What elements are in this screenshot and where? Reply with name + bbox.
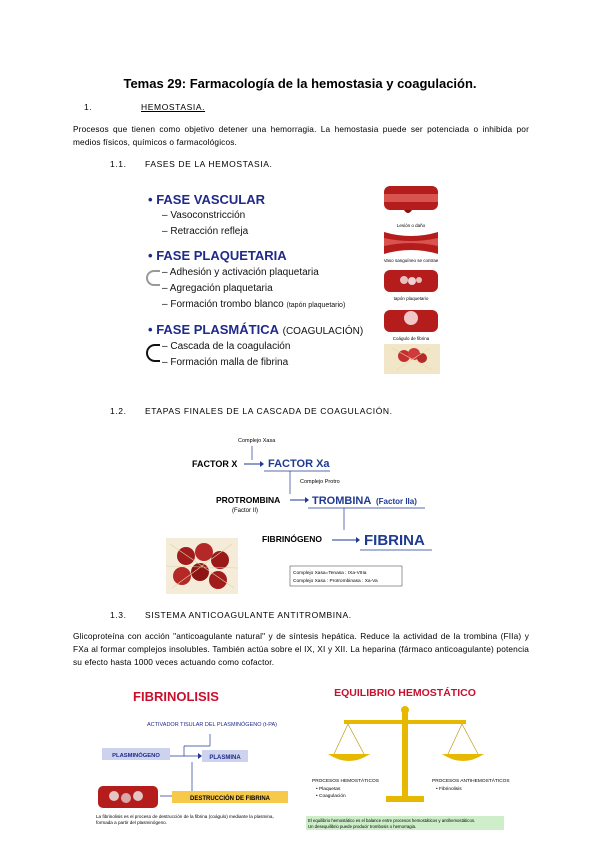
fibrinolysis-figure bbox=[92, 684, 292, 844]
vessel-illustrations bbox=[382, 186, 442, 376]
phase-plasmatica-item: – Formación malla de fibrina bbox=[162, 357, 289, 368]
section-1-2-heading bbox=[110, 406, 393, 416]
phases-list bbox=[142, 190, 382, 370]
complejo-xasa-label: Complejo Xasa bbox=[238, 438, 276, 444]
caption-lesion: Lesión o daño bbox=[396, 223, 426, 228]
clot-image bbox=[166, 538, 238, 594]
section-1-3-label: SISTEMA ANTICOAGULANTE ANTITROMBINA. bbox=[145, 610, 352, 620]
antithrombin-paragraph: Glicoproteína con acción "anticoagulante natural" y de síntesis hepática. Reduce la actividad de la trombina (FIIa) y FXa al formar complejos insolubles. También actúa sobre el IX, XI y XII. La heparina (fármaco anticoagulante) potencia su efecto hasta 1000 veces actuando como cofactor. bbox=[73, 631, 529, 667]
loop-arrow-icon bbox=[146, 270, 160, 286]
factor-ii-label: (Factor II) bbox=[232, 508, 259, 514]
left-label: PROCESOS HEMOSTÁTICOS bbox=[312, 779, 379, 784]
fibrinolysis-title: FIBRINOLISIS bbox=[133, 689, 219, 704]
trombina-label: TROMBINA bbox=[312, 495, 372, 507]
fibrinogeno-label: FIBRINÓGENO bbox=[262, 534, 322, 544]
vessel-clot-image bbox=[384, 310, 438, 332]
vessel-injury-image bbox=[384, 186, 438, 213]
section-1-heading bbox=[84, 102, 205, 112]
caption-vasoconstriction: Vaso sanguíneo se contrae bbox=[383, 258, 439, 263]
section-1-3-number: 1.3. bbox=[110, 610, 127, 620]
vessel-constriction-image bbox=[384, 232, 438, 254]
phase-plaquetaria-item: – Adhesión y activación plaquetaria bbox=[162, 267, 319, 278]
arrow-head bbox=[356, 537, 360, 543]
phase-plaquetaria-item: – Formación trombo blanco (tapón plaquetario) bbox=[162, 299, 346, 310]
phase-plasmatica-title: FASE PLASMÁTICA bbox=[156, 322, 279, 337]
cycle-arrow-icon bbox=[146, 344, 160, 362]
equilibrium-note-1: El equilibrio hemostático es el balance entre procesos hemostáticos y antihemostáticos. bbox=[308, 818, 476, 823]
phase-plasmatica: • FASE PLASMÁTICA (COAGULACIÓN) bbox=[148, 322, 364, 337]
caption-clot: Coágulo de fibrina bbox=[392, 336, 430, 341]
caption-plug: tapón plaquetario bbox=[393, 296, 429, 301]
fibrin-mesh-image bbox=[384, 344, 440, 374]
section-1-2-label: ETAPAS FINALES DE LA CASCADA DE COAGULACIÓN. bbox=[145, 406, 393, 416]
phase-vascular: • FASE VASCULAR bbox=[148, 192, 266, 207]
destruccion-label: DESTRUCCIÓN DE FIBRINA bbox=[189, 796, 271, 802]
section-1-1-heading bbox=[110, 159, 272, 169]
section-1-2-number: 1.2. bbox=[110, 406, 127, 416]
section-1-1-label: FASES DE LA HEMOSTASIA. bbox=[145, 159, 273, 169]
arrow-head bbox=[260, 461, 264, 467]
arrow-head bbox=[305, 497, 309, 503]
left-item: • Coagulación bbox=[316, 794, 346, 799]
left-item: • Plaquetas bbox=[316, 787, 341, 792]
section-1-label: HEMOSTASIA. bbox=[141, 102, 206, 112]
phase-plasmatica-item: – Cascada de la coagulación bbox=[162, 341, 291, 352]
vessel-plug-image bbox=[384, 270, 438, 292]
plasminogeno-label: PLASMINÓGENO bbox=[112, 753, 160, 759]
section-1-number: 1. bbox=[84, 102, 93, 112]
arrow-head bbox=[198, 753, 202, 759]
legend-line-1: Complejo Xasa=Tenasa : IXa-VIIIa bbox=[293, 571, 367, 576]
section-1-3-heading bbox=[110, 610, 352, 620]
equilibrium-figure bbox=[300, 684, 510, 844]
vessel-fibrin-image bbox=[98, 786, 158, 808]
fibrina-label: FIBRINA bbox=[364, 532, 425, 549]
intro-paragraph: Procesos que tienen como objetivo detener una hemorragia. La hemostasia puede ser potenciada o inhibida por medios físicos, químicos o farmacológicos. bbox=[73, 124, 529, 147]
phase-plaquetaria-item: – Agregación plaquetaria bbox=[162, 283, 273, 294]
phase-plaquetaria-title: FASE PLAQUETARIA bbox=[156, 248, 287, 263]
protrombina-label: PROTROMBINA bbox=[216, 495, 281, 505]
right-item: • Fibrinolisis bbox=[436, 787, 462, 792]
phase-plaquetaria: • FASE PLAQUETARIA bbox=[148, 248, 287, 263]
page-title: Temas 29: Farmacología de la hemostasia y coagulación. bbox=[123, 76, 477, 91]
factor-x-label: FACTOR X bbox=[192, 459, 238, 469]
phase-vascular-title: FASE VASCULAR bbox=[156, 192, 266, 207]
fibrinolysis-caption: La fibrinolisis es el proceso de destrucción de la fibrina (coágulo) mediante la plasmina, formada a partir del plasminógeno. bbox=[96, 814, 274, 825]
equilibrium-note-2: Un desequilibrio puede producir trombosis o hemorragia. bbox=[308, 824, 417, 829]
right-label: PROCESOS ANTIHEMOSTÁTICOS bbox=[432, 779, 510, 784]
activator-label: ACTIVADOR TISULAR DEL PLASMINÓGENO (t-PA) bbox=[147, 722, 277, 728]
equilibrium-title: EQUILIBRIO HEMOSTÁTICO bbox=[334, 687, 476, 699]
section-1-1-number: 1.1. bbox=[110, 159, 127, 169]
phase-vascular-item: – Retracción refleja bbox=[162, 226, 249, 237]
complejo-protrombinasa-label: Complejo Protro bbox=[300, 479, 340, 485]
legend-line-2: Complejo Xasa : Protrombinasa : Xa-Va bbox=[293, 579, 378, 584]
factor-xa-label: FACTOR Xa bbox=[268, 458, 330, 470]
factor-iia-label: (Factor IIa) bbox=[376, 497, 417, 506]
plasmina-label: PLASMINA bbox=[209, 755, 241, 761]
phase-vascular-item: – Vasoconstricción bbox=[162, 210, 246, 221]
